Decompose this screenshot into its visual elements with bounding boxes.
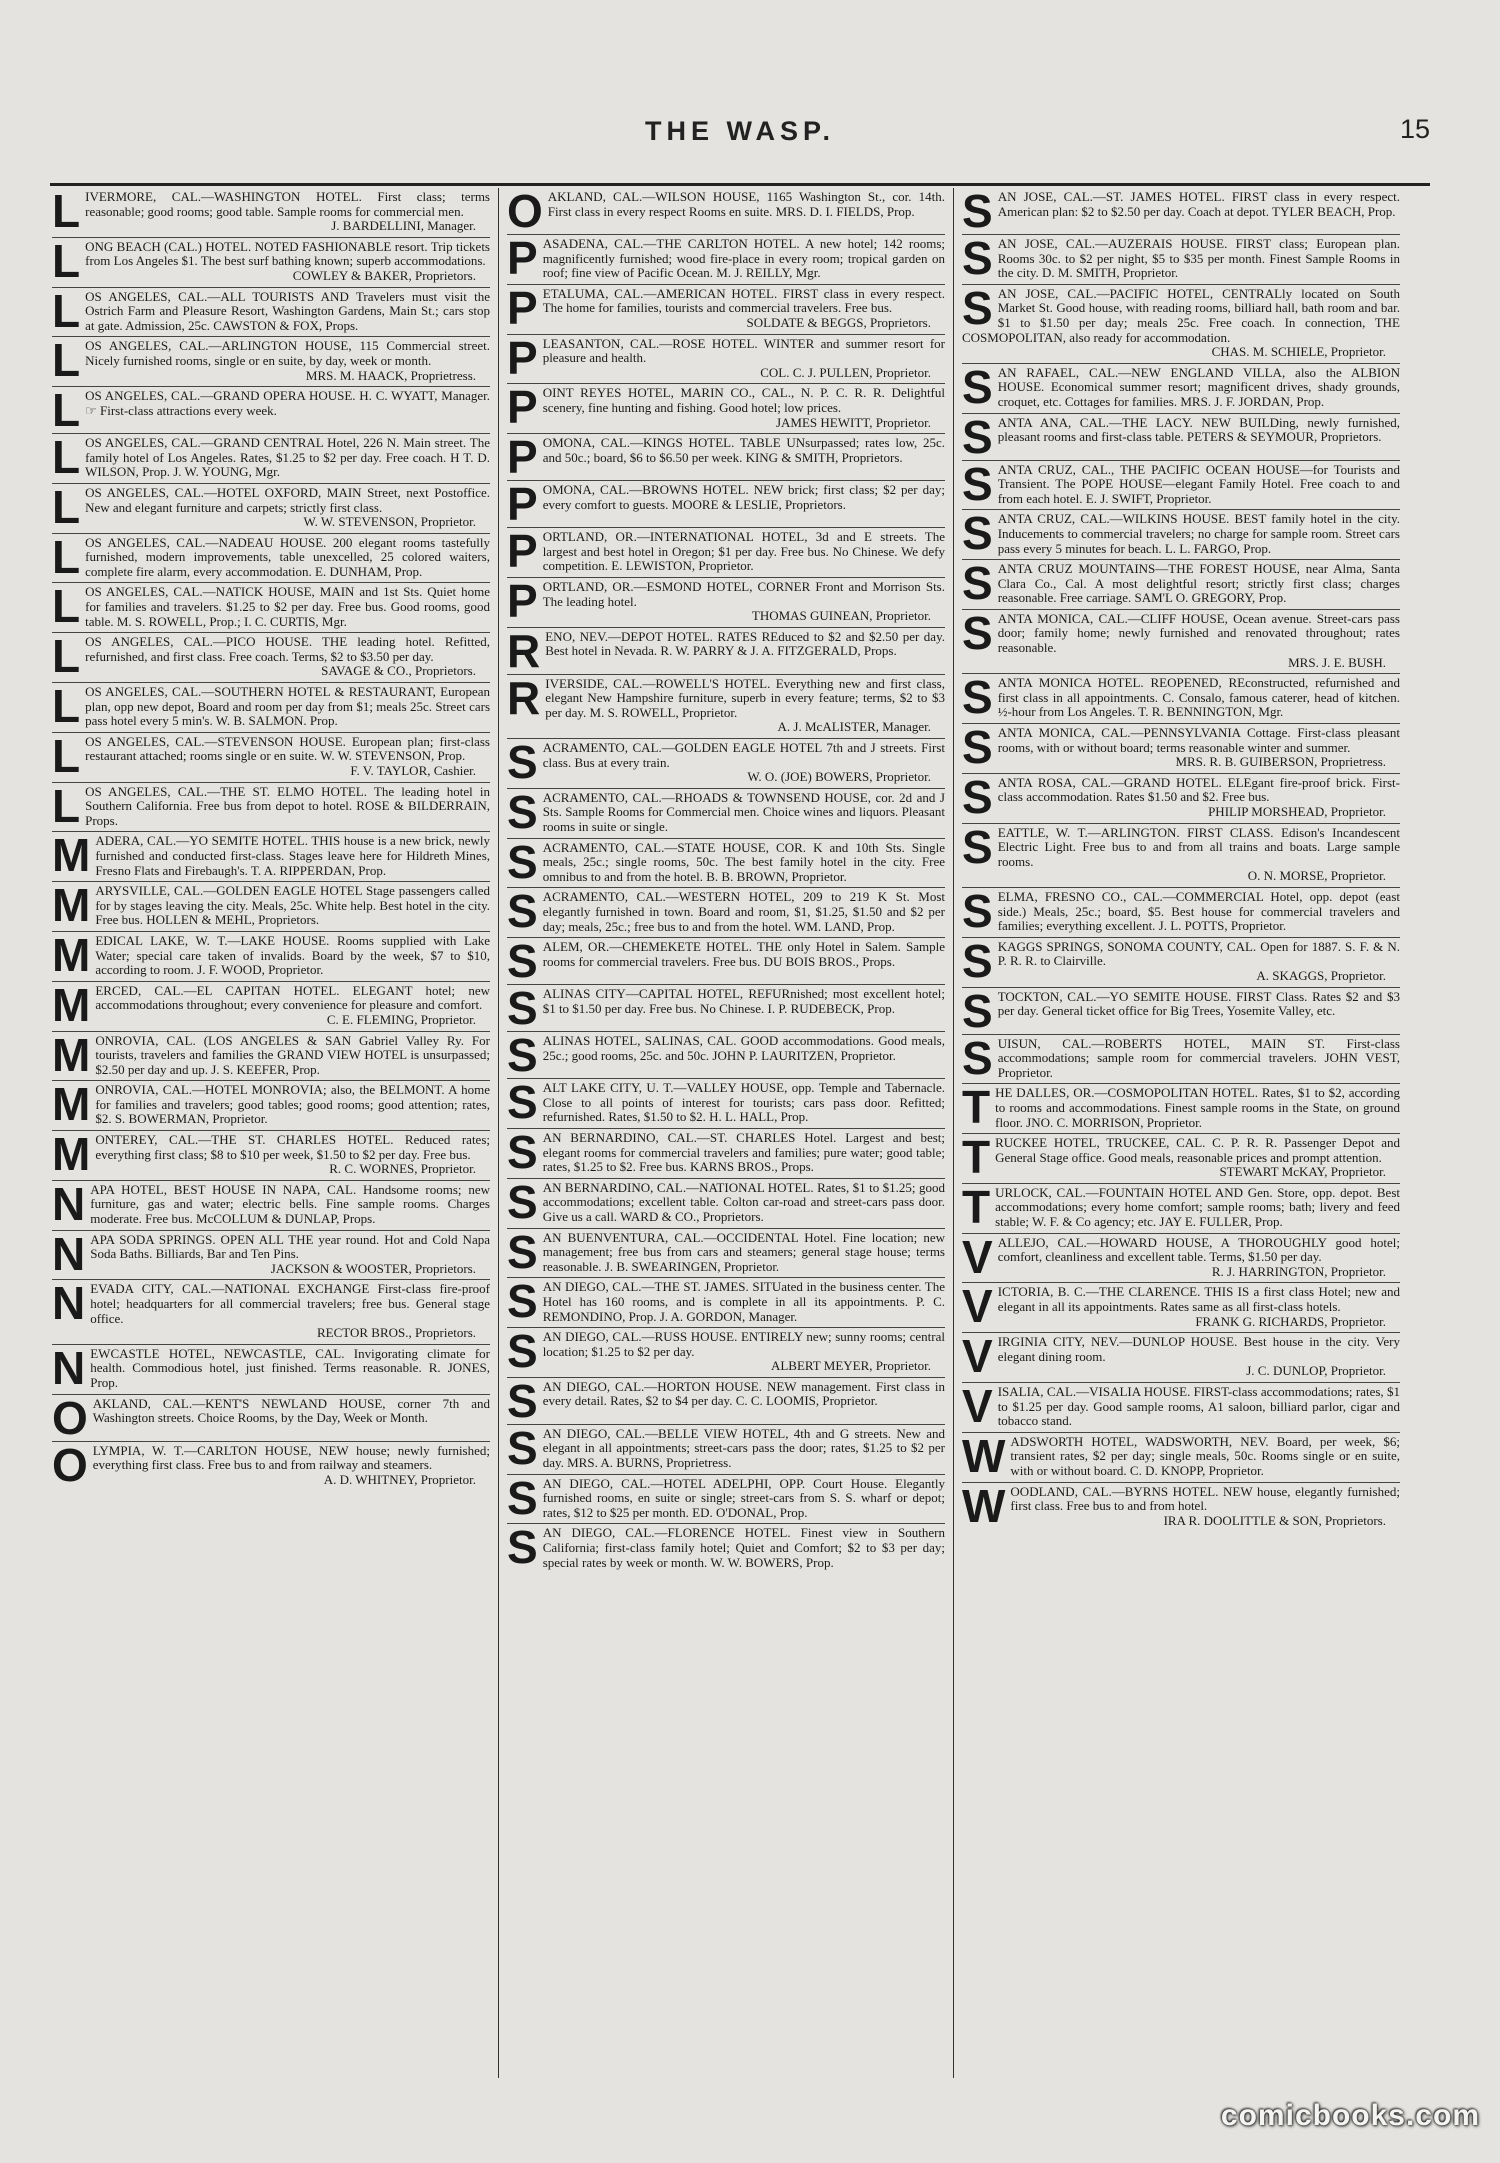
drop-cap: S	[507, 1178, 538, 1228]
ad-proprietor: MRS. R. B. GUIBERSON, Proprietress.	[1175, 754, 1386, 770]
drop-cap: V	[962, 1233, 993, 1283]
ad-proprietor: SOLDATE & BEGGS, Proprietors.	[746, 314, 931, 330]
drop-cap: O	[507, 188, 543, 235]
ad-text: ANTA CRUZ MOUNTAINS—THE FOREST HOUSE, near Alma, Santa Clara Co., Cal. A most delightful resort; strictly first class; charges reasonable. Free carriage. SAM'L O. GREGORY, Prop.	[997, 561, 1400, 606]
drop-cap: L	[52, 287, 81, 337]
drop-cap: M	[52, 882, 91, 932]
ad-text: OS ANGELES, CAL.—NATICK HOUSE, MAIN and 1st Sts. Quiet home for families and travelers. $1.25 to $2 per day. Free bus. Good rooms, good table. M. S. ROWELL, Prop.; I. C. CURTIS, Mgr.	[85, 584, 490, 629]
ad-text: ALT LAKE CITY, U. T.—VALLEY HOUSE, opp. Temple and Tabernacle. Close to all points of interest for tourists; cars pass door. Refitted; refurnished. Rates, $1.50 to $2. H. L. HALL, Prop.	[542, 1080, 945, 1125]
hotel-ad	[52, 337, 490, 387]
hotel-ad	[507, 384, 945, 434]
page-header	[50, 112, 1430, 160]
hotel-ad	[507, 985, 945, 1032]
hotel-ad	[52, 1280, 490, 1344]
hotel-ad	[962, 364, 1400, 414]
ad-proprietor: RECTOR BROS., Proprietors.	[316, 1325, 476, 1341]
hotel-ad	[962, 414, 1400, 461]
hotel-ad	[52, 1231, 490, 1281]
drop-cap: S	[962, 724, 993, 774]
hotel-ad	[52, 1032, 490, 1082]
drop-cap: S	[507, 1278, 538, 1328]
hotel-ad	[962, 461, 1400, 511]
hotel-ad	[52, 932, 490, 982]
hotel-ad	[52, 832, 490, 882]
ad-text: APA SODA SPRINGS. OPEN ALL THE year round. Hot and Cold Napa Soda Baths. Billiards, Bar and Ten Pins.	[90, 1231, 490, 1262]
ad-proprietor: FRANK G. RICHARDS, Proprietor.	[1195, 1313, 1386, 1329]
ad-text: ETALUMA, CAL.—AMERICAN HOTEL. FIRST class in every respect. The home for families, tourists and commercial travelers. Free bus.	[542, 285, 945, 316]
drop-cap: S	[507, 1377, 538, 1425]
ad-text: ANTA CRUZ, CAL.—WILKINS HOUSE. BEST family hotel in the city. Inducements to commercial travelers; no charge for sample room. Street cars pass every 5 minutes for beach. L. L. FARGO, Prop.	[997, 511, 1400, 556]
drop-cap: S	[962, 284, 993, 334]
ad-text: AN DIEGO, CAL.—HORTON HOUSE. NEW management. First class in every detail. Rates, $2 to $4 per day. C. C. LOOMIS, Proprietor.	[542, 1378, 945, 1409]
ad-text: AN DIEGO, CAL.—FLORENCE HOTEL. Finest view in Southern California; first-class family hotel; Quiet and Comfort; $2 to $3 per day; special rates by week or month. W. W. BOWERS, Prop.	[542, 1525, 945, 1570]
ad-text: AN JOSE, CAL.—PACIFIC HOTEL, CENTRALly located on South Market St. Good house, with reading rooms, billiard hall, bath room and bar. $1 to $1.50 per day; meals 25c. Free coach. In connection, THE COSMOPOLITAN, also ready for accommodation.	[962, 285, 1400, 345]
ad-text: OS ANGELES, CAL.—PICO HOUSE. THE leading hotel. Refitted, refurnished, and first class. Free coach. Terms, $2 to $3.50 per day.	[85, 634, 490, 664]
ad-proprietor: A. J. McALISTER, Manager.	[777, 719, 931, 735]
ad-text: OODLAND, CAL.—BYRNS HOTEL. NEW house, elegantly furnished; first class. Free bus to and from hotel.	[1010, 1483, 1400, 1514]
ad-text: ISALIA, CAL.—VISALIA HOUSE. FIRST-class accommodations; rates, $1 to $1.25 per day. Good sample rooms, A1 saloon, billiard parlor, cigar and tobacco stand.	[997, 1384, 1400, 1429]
drop-cap: P	[507, 577, 538, 627]
drop-cap: M	[52, 1081, 91, 1131]
drop-cap: S	[962, 674, 993, 724]
ad-text: AN BUENVENTURA, CAL.—OCCIDENTAL Hotel. Fine location; new management; free bus from cars and steamers; general stage house; terms reasonable. J. B. SWEARINGEN, Proprietor.	[542, 1229, 945, 1274]
ad-text: OS ANGELES, CAL.—GRAND CENTRAL Hotel, 226 N. Main street. The family hotel of Los Angeles. Rates, $1.25 to $2 per day. Free coach. H T. D. WILSON, Prop. J. W. YOUNG, Mgr.	[85, 435, 490, 480]
hotel-ad	[52, 288, 490, 338]
hotel-ad	[962, 988, 1400, 1035]
ad-text: AN BERNARDINO, CAL.—NATIONAL HOTEL. Rates, $1 to $1.25; good accommodations; excellent table. Colton car-road and street-cars pass door. Give us a call. WARD & CO., Proprietors.	[542, 1179, 945, 1224]
ad-proprietor: C. E. FLEMING, Proprietor.	[326, 1011, 476, 1027]
ad-text: ANTA ROSA, CAL.—GRAND HOTEL. ELEgant fire-proof brick. First-class accommodation. Rates $1.50 and $2. Free bus.	[997, 774, 1400, 805]
drop-cap: S	[962, 887, 993, 937]
ad-text: ACRAMENTO, CAL.—RHOADS & TOWNSEND HOUSE, cor. 2d and J Sts. Sample Rooms for Commercial men. Choice wines and liquors. Pleasant rooms in suite or single.	[542, 789, 945, 835]
watermark	[1180, 2099, 1480, 2145]
ad-text: TOCKTON, CAL.—YO SEMITE HOUSE. FIRST Class. Rates $2 and $3 per day. General ticket office for Big Trees, Yosemite Valley, etc.	[997, 988, 1400, 1019]
hotel-ad	[52, 188, 490, 238]
drop-cap: S	[962, 560, 993, 610]
ad-text: OS ANGELES, CAL.—HOTEL OXFORD, MAIN Street, next Postoffice. New and elegant furniture and carpets; strictly first class.	[85, 484, 490, 515]
ad-text: ANTA MONICA, CAL.—PENNSYLVANIA Cottage. First-class pleasant rooms, with or without board; terms reasonable winter and summer.	[997, 725, 1400, 755]
ad-text: OS ANGELES, CAL.—ALL TOURISTS AND Travelers must visit the Ostrich Farm and Pleasure Resort, Washington Gardens, Main St.; cars stop at gate. Admission, 25c. CAWSTON & FOX, Props.	[85, 288, 490, 333]
drop-cap: S	[962, 937, 993, 987]
drop-cap: M	[52, 1131, 91, 1181]
drop-cap: P	[507, 334, 538, 384]
hotel-ad	[52, 982, 490, 1032]
hotel-ad	[962, 1483, 1400, 1532]
ad-proprietor: A. D. WHITNEY, Proprietor.	[323, 1471, 476, 1487]
ad-text: LEASANTON, CAL.—ROSE HOTEL. WINTER and summer resort for pleasure and health.	[542, 335, 945, 366]
ad-text: EWCASTLE HOTEL, NEWCASTLE, CAL. Invigorating climate for health. Commodious hotel, just finished. Terms reasonable. R. JONES, Prop.	[90, 1345, 490, 1390]
drop-cap: L	[52, 434, 81, 484]
ad-text: IVERSIDE, CAL.—ROWELL'S HOTEL. Everything new and first class, elegant New Hampshire furniture, superb in every feature; terms, $2 to $3 per day. M. S. ROWELL, Proprietor.	[545, 675, 945, 720]
drop-cap: S	[962, 987, 993, 1035]
ad-text: ONG BEACH (CAL.) HOTEL. NOTED FASHIONABLE resort. Trip tickets from Los Angeles $1. The best surf bathing known; superb accommodations.	[85, 238, 490, 269]
ad-proprietor: THOMAS GUINEAN, Proprietor.	[751, 608, 931, 624]
hotel-ad	[52, 387, 490, 434]
hotel-ad	[962, 610, 1400, 674]
ad-text: ONROVIA, CAL.—HOTEL MONROVIA; also, the BELMONT. A home for families and travelers; good tables; good rooms; good attention; rates, $2. S. BOWERMAN, Proprietor.	[95, 1082, 490, 1127]
ad-proprietor: J. C. DUNLOP, Proprietor.	[1246, 1363, 1386, 1379]
ad-text: ANTA MONICA HOTEL. REOPENED, REconstructed, refurnished and first class in all appointments. C. Consalo, famous caterer, head of kitchen. ½-hour from Los Angeles. T. R. BENNINGTON, Mgr.	[997, 675, 1400, 720]
page-title: THE WASP.	[644, 116, 836, 146]
hotel-ad	[962, 1035, 1400, 1085]
hotel-ad	[962, 1283, 1400, 1333]
ad-text: AN DIEGO, CAL.—RUSS HOUSE. ENTIRELY new; sunny rooms; central location; $1.25 to $2 per day.	[542, 1329, 945, 1359]
ad-text: ACRAMENTO, CAL.—WESTERN HOTEL, 209 to 219 K St. Most elegantly furnished in town. Board and room, $1, $1.25, $1.50 and $2 per day; meals, 25c.; free bus to and from the hotel. WM. LAND, Prop.	[542, 889, 945, 934]
drop-cap: S	[507, 739, 538, 789]
hotel-ad	[962, 1333, 1400, 1383]
drop-cap: L	[52, 583, 81, 633]
hotel-ad	[507, 1524, 945, 1573]
drop-cap: R	[507, 674, 541, 724]
drop-cap: S	[962, 1034, 993, 1084]
hotel-ad	[962, 938, 1400, 988]
drop-cap: S	[507, 1328, 538, 1378]
ad-text: ENO, NEV.—DEPOT HOTEL. RATES REduced to $2 and $2.50 per day. Best hotel in Nevada. R. W. PARRY & J. A. FITZGERALD, Props.	[545, 628, 945, 659]
hotel-ad	[507, 1229, 945, 1279]
ad-text: LYMPIA, W. T.—CARLTON HOUSE, NEW house; newly furnished; everything first class. Free bus to and from railway and steamers.	[92, 1442, 490, 1473]
hotel-ad	[962, 888, 1400, 938]
hotel-ad	[507, 1328, 945, 1378]
ad-proprietor: O. N. MORSE, Proprietor.	[1247, 868, 1386, 884]
hotel-ad	[52, 583, 490, 633]
ad-text: AN DIEGO, CAL.—HOTEL ADELPHI, OPP. Court House. Elegantly furnished rooms, en suite or single; street-cars from S. S. wharf or depot; rates, $12 to $25 per month. ED. O'DONAL, Prop.	[542, 1475, 945, 1520]
ad-text: ANTA MONICA, CAL.—CLIFF HOUSE, Ocean avenue. Street-cars pass door; family home; newly furnished and renovated throughout; rates reasonable.	[997, 610, 1400, 656]
hotel-ad	[52, 1081, 490, 1131]
hotel-ad	[507, 481, 945, 528]
ad-proprietor: MRS. J. E. BUSH.	[1288, 654, 1386, 670]
ad-proprietor: CHAS. M. SCHIELE, Proprietor.	[1211, 344, 1386, 360]
hotel-ad	[52, 1131, 490, 1181]
ad-proprietor: W. O. (JOE) BOWERS, Proprietor.	[747, 769, 931, 785]
ad-text: UISUN, CAL.—ROBERTS HOTEL, MAIN ST. First-class accommodations; sample room for commercial travelers. JOHN VEST, Proprietor.	[997, 1035, 1400, 1080]
ad-text: ADSWORTH HOTEL, WADSWORTH, NEV. Board, per week, $6; transient rates, $2 per day; single meals, 50c. Rooms single or en suite, with or without board. C. D. KNOPP, Proprietor.	[1010, 1433, 1400, 1478]
ad-text: ALINAS HOTEL, SALINAS, CAL. GOOD accommodations. Good meals, 25c.; good rooms, 25c. and 50c. JOHN P. LAURITZEN, Proprietor.	[542, 1033, 945, 1063]
ad-text: OMONA, CAL.—BROWNS HOTEL. NEW brick; first class; $2 per day; every comfort to guests. MOORE & LESLIE, Proprietors.	[542, 482, 945, 512]
hotel-ad	[52, 434, 490, 484]
ad-text: OINT REYES HOTEL, MARIN CO., CAL., N. P. C. R. R. Delightful scenery, fine hunting and fishing. Good hotel; low prices.	[542, 385, 945, 415]
hotel-ad	[962, 1084, 1400, 1134]
hotel-ad	[962, 188, 1400, 235]
hotel-ad	[507, 938, 945, 985]
drop-cap: L	[52, 188, 81, 237]
drop-cap: S	[962, 460, 993, 510]
ad-proprietor: STEWART McKAY, Proprietor.	[1219, 1164, 1386, 1180]
hotel-ad	[52, 783, 490, 833]
drop-cap: S	[962, 363, 993, 413]
hotel-ad	[507, 188, 945, 235]
ad-text: OS ANGELES, CAL.—GRAND OPERA HOUSE. H. C. WYATT, Manager. ☞ First-class attractions every week.	[85, 388, 490, 418]
drop-cap: T	[962, 1183, 991, 1233]
hotel-ad	[507, 434, 945, 481]
ad-text: AN BERNARDINO, CAL.—ST. CHARLES Hotel. Largest and best; elegant rooms for commercial travelers and families; pure water; good table; rates, $1.25 to $2. Free bus. KARNS BROS., Props.	[542, 1129, 945, 1175]
ad-proprietor: PHILIP MORSHEAD, Proprietor.	[1208, 804, 1386, 819]
ad-text: ALINAS CITY—CAPITAL HOTEL, REFURnished; most excellent hotel; $1 to $1.50 per day. Free bus. No Chinese. I. P. RUDEBECK, Prop.	[542, 986, 945, 1016]
ad-proprietor: JACKSON & WOOSTER, Proprietors.	[270, 1260, 476, 1276]
header-rule	[50, 183, 1430, 186]
hotel-ad	[507, 739, 945, 789]
column-2	[498, 188, 953, 2078]
hotel-ad	[52, 1442, 490, 1491]
drop-cap: T	[962, 1134, 991, 1184]
drop-cap: L	[52, 237, 81, 287]
ad-proprietor: R. C. WORNES, Proprietor.	[329, 1161, 476, 1177]
ad-text: AN JOSE, CAL.—ST. JAMES HOTEL. FIRST class in every respect. American plan: $2 to $2.50 per day. Coach at depot. TYLER BEACH, Prop.	[997, 189, 1400, 219]
drop-cap: P	[507, 384, 538, 434]
drop-cap: S	[962, 773, 993, 823]
ad-text: ONTEREY, CAL.—THE ST. CHARLES HOTEL. Reduced rates; everything first class; $8 to $10 per week, $1.50 to $2 per day. Free bus.	[95, 1132, 490, 1162]
ad-text: ICTORIA, B. C.—THE CLARENCE. THIS IS a first class Hotel; new and elegant in all its appointments. Rates same as all first-class hotels.	[997, 1284, 1400, 1315]
hotel-ad	[507, 1425, 945, 1475]
drop-cap: S	[507, 1032, 538, 1080]
drop-cap: T	[962, 1084, 991, 1134]
ad-proprietor: IRA R. DOOLITTLE & SON, Proprietors.	[1163, 1512, 1386, 1528]
ad-text: EATTLE, W. T.—ARLINGTON. FIRST CLASS. Edison's Incandescent Electric Light. Free bus to and from all trains and boats. Large sample rooms.	[997, 824, 1400, 869]
ad-proprietor: R. J. HARRINGTON, Proprietor.	[1211, 1263, 1386, 1279]
drop-cap: O	[52, 1394, 88, 1442]
hotel-ad	[507, 1129, 945, 1179]
ad-text: ASADENA, CAL.—THE CARLTON HOTEL. A new hotel; 142 rooms; magnificently furnished; wood fire-place in every room; tropical garden on roof; fine view of Pacific Ocean. M. J. REILLY, Mgr.	[542, 236, 945, 281]
hotel-ad	[962, 560, 1400, 610]
drop-cap: P	[507, 434, 538, 482]
drop-cap: S	[962, 823, 993, 873]
ad-text: AN JOSE, CAL.—AUZERAIS HOUSE. FIRST class; European plan. Rooms 30c. to $2 per night, $5 to $35 per month. Finest Sample Rooms in the city. D. M. SMITH, Proprietor.	[997, 236, 1400, 281]
drop-cap: N	[52, 1280, 86, 1330]
ad-text: AN DIEGO, CAL.—BELLE VIEW HOTEL, 4th and G streets. New and elegant in all appointments; street-cars pass the door; rates, $1.25 to $2 per day. MRS. A. BURNS, Proprietress.	[542, 1425, 945, 1471]
ad-text: APA HOTEL, BEST HOUSE IN NAPA, CAL. Handsome rooms; new furniture, gas and water; electric bells. Fine sample rooms. Charges moderate. Free bus. McCOLLUM & DUNLAP, Props.	[90, 1181, 490, 1227]
ad-proprietor: F. V. TAYLOR, Cashier.	[350, 763, 476, 778]
drop-cap: S	[507, 838, 538, 888]
hotel-ad	[507, 1475, 945, 1525]
drop-cap: V	[962, 1383, 993, 1432]
drop-cap: L	[52, 732, 81, 782]
drop-cap: W	[962, 1432, 1006, 1482]
ad-text: HE DALLES, OR.—COSMOPOLITAN HOTEL. Rates, $1 to $2, according to rooms and accommodations. Finest sample rooms in the State, on ground floor. JNO. C. MORRISON, Proprietor.	[995, 1085, 1400, 1130]
ad-text: ADERA, CAL.—YO SEMITE HOTEL. THIS house is a new brick, newly furnished and conducted first-class. Stages leave here for Hildreth Mines, Fresno Flats and Firebaugh's. T. A. RIPPERDAN, Prop.	[95, 833, 490, 878]
hotel-ad	[52, 1345, 490, 1395]
hotel-ad	[507, 335, 945, 385]
ad-text: IRGINIA CITY, NEV.—DUNLOP HOUSE. Best house in the city. Very elegant dining room.	[997, 1334, 1400, 1364]
drop-cap: S	[962, 510, 993, 560]
hotel-ad	[962, 674, 1400, 724]
hotel-ad	[507, 839, 945, 889]
hotel-ad	[52, 683, 490, 733]
hotel-ad	[962, 774, 1400, 824]
drop-cap: M	[52, 832, 91, 882]
ad-text: ONROVIA, CAL. (LOS ANGELES & SAN Gabriel Valley Ry. For tourists, travelers and families the GRAND VIEW HOTEL is unsurpassed; $2.50 per day and up. J. S. KEEFER, Prop.	[95, 1032, 490, 1077]
hotel-ad	[507, 1179, 945, 1229]
drop-cap: S	[507, 788, 538, 838]
ad-text: OS ANGELES, CAL.—SOUTHERN HOTEL & RESTAURANT, European plan, opp new depot, Board and room per day from $1; meals 25c. Street cars pass hotel every 5 min's. W. B. SALMON. Prop.	[85, 684, 490, 729]
drop-cap: L	[52, 683, 81, 733]
hotel-ad	[507, 789, 945, 839]
hotel-ad	[962, 1234, 1400, 1284]
ad-text: ELMA, FRESNO CO., CAL.—COMMERCIAL Hotel, opp. depot (east side.) Meals, 25c.; board, $5. Best house for commercial travelers and families; everything excellent. J. L. POTTS, Proprietor.	[997, 888, 1400, 934]
drop-cap: N	[52, 1230, 86, 1280]
hotel-ad	[52, 534, 490, 584]
drop-cap: S	[507, 1524, 538, 1574]
hotel-ad	[507, 285, 945, 335]
drop-cap: S	[962, 188, 993, 235]
ad-text: ARYSVILLE, CAL.—GOLDEN EAGLE HOTEL Stage passengers called for by stages leaving the city. Meals, 25c. White help. Best hotel in the city. Free bus. HOLLEN & MEHL, Proprietors.	[95, 883, 490, 928]
hotel-ad	[507, 1032, 945, 1079]
drop-cap: W	[962, 1482, 1006, 1532]
hotel-ad	[962, 1134, 1400, 1184]
ad-text: ALLEJO, CAL.—HOWARD HOUSE, A THOROUGHLY good hotel; comfort, cleanliness and excellent table. Terms, $1.50 per day.	[997, 1234, 1400, 1265]
drop-cap: S	[507, 1228, 538, 1278]
drop-cap: L	[52, 483, 81, 533]
drop-cap: S	[507, 1424, 538, 1474]
ad-text: ACRAMENTO, CAL.—STATE HOUSE, COR. K and 10th Sts. Single meals, 25c.; single rooms, 50c. The best family hotel in the city. Free omnibus to and from the hotel. B. B. BROWN, Proprietor.	[542, 839, 945, 884]
hotel-ad	[52, 484, 490, 534]
drop-cap: S	[507, 985, 538, 1033]
ad-proprietor: ALBERT MEYER, Proprietor.	[770, 1358, 931, 1374]
watermark-text: comicbooks.com	[1220, 2099, 1480, 2132]
drop-cap: N	[52, 1344, 86, 1394]
drop-cap: S	[507, 1128, 538, 1178]
drop-cap: S	[507, 888, 538, 938]
ad-text: ANTA CRUZ, CAL., THE PACIFIC OCEAN HOUSE—for Tourists and Transient. The POPE HOUSE—elegant Family Hotel. Free coach to and from each hotel. E. J. SWIFT, Proprietor.	[997, 461, 1400, 506]
drop-cap: S	[962, 235, 993, 284]
hotel-ad	[962, 1433, 1400, 1483]
ad-proprietor: COL. C. J. PULLEN, Proprietor.	[760, 364, 931, 380]
ad-proprietor: J. BARDELLINI, Manager.	[331, 218, 476, 234]
hotel-ad	[507, 675, 945, 739]
hotel-ad	[962, 1184, 1400, 1234]
ad-text: ACRAMENTO, CAL.—GOLDEN EAGLE HOTEL 7th and J streets. First class. Bus at every train.	[542, 740, 945, 770]
ad-text: KAGGS SPRINGS, SONOMA COUNTY, CAL. Open for 1887. S. F. & N. P. R. R. to Clairville.	[997, 938, 1400, 969]
drop-cap: L	[52, 387, 81, 435]
drop-cap: V	[962, 1333, 993, 1383]
hotel-ad	[962, 285, 1400, 364]
drop-cap: S	[507, 1079, 538, 1129]
column-3	[953, 188, 1408, 2078]
drop-cap: V	[962, 1283, 993, 1333]
ad-text: OS ANGELES, CAL.—STEVENSON HOUSE. European plan; first-class restaurant attached; rooms single or en suite. W. W. STEVENSON, Prop.	[85, 733, 490, 764]
hotel-ad	[507, 528, 945, 578]
drop-cap: S	[507, 1474, 538, 1524]
ad-proprietor: SAVAGE & CO., Proprietors.	[321, 663, 476, 679]
drop-cap: L	[52, 633, 81, 683]
ad-proprietor: MRS. M. HAACK, Proprietress.	[305, 367, 476, 383]
ad-proprietor: JAMES HEWITT, Proprietor.	[775, 414, 931, 430]
hotel-ad	[52, 1181, 490, 1231]
hotel-ad	[507, 1378, 945, 1425]
drop-cap: P	[507, 235, 538, 284]
ad-text: URLOCK, CAL.—FOUNTAIN HOTEL AND Gen. Store, opp. depot. Best accommodations; every home comfort; sample rooms; bath; livery and feed stable; W. F. & Co agency; etc. JAY E. FULLER, Prop.	[995, 1184, 1400, 1230]
drop-cap: S	[507, 938, 538, 986]
drop-cap: M	[52, 931, 91, 981]
ad-text: AN DIEGO, CAL.—THE ST. JAMES. SITUated in the business center. The Hotel has 160 rooms, and is complete in all its appointments. P. C. REMONDINO, Prop. J. A. GORDON, Manager.	[542, 1279, 945, 1324]
drop-cap: P	[507, 528, 538, 578]
hotel-ad	[507, 628, 945, 675]
hotel-ad	[962, 510, 1400, 560]
ad-proprietor: W. W. STEVENSON, Proprietor.	[303, 514, 476, 530]
drop-cap: M	[52, 1031, 91, 1081]
ad-text: RUCKEE HOTEL, TRUCKEE, CAL. C. P. R. R. Passenger Depot and General Stage office. Good meals, reasonable prices and prompt attention.	[995, 1135, 1400, 1165]
ad-text: OS ANGELES, CAL.—THE ST. ELMO HOTEL. The leading hotel in Southern California. Free bus from depot to hotel. ROSE & BILDERRAIN, Props.	[85, 783, 490, 828]
ad-text: ORTLAND, OR.—ESMOND HOTEL, CORNER Front and Morrison Sts. The leading hotel.	[542, 578, 945, 609]
columns	[50, 188, 1408, 2078]
ad-text: ERCED, CAL.—EL CAPITAN HOTEL. ELEGANT hotel; new accommodations throughout; every convenience for pleasure and comfort.	[95, 982, 490, 1013]
hotel-ad	[52, 1395, 490, 1442]
ad-text: AN RAFAEL, CAL.—NEW ENGLAND VILLA, also the ALBION HOUSE. Economical summer resort; magnificent drives, shady grounds, croquet, etc. Cottages for families. MRS. J. F. JORDAN, Prop.	[997, 364, 1400, 409]
ad-text: IVERMORE, CAL.—WASHINGTON HOTEL. First class; terms reasonable; good rooms; good table. Sample rooms for commercial men.	[85, 189, 490, 219]
hotel-ad	[962, 724, 1400, 774]
ad-text: AKLAND, CAL.—WILSON HOUSE, 1165 Washington St., cor. 14th. First class in every respect Rooms en suite. MRS. D. I. FIELDS, Prop.	[547, 189, 945, 219]
ad-text: AKLAND, CAL.—KENT'S NEWLAND HOUSE, corner 7th and Washington streets. Choice Rooms, by the Day, Week or Month.	[92, 1395, 490, 1426]
column-1	[50, 188, 498, 2078]
ad-text: OS ANGELES, CAL.—NADEAU HOUSE. 200 elegant rooms tastefully furnished, modern improvements, table unexcelled, 25 colored waiters, complete fire alarm, every accommodation. E. DUNHAM, Prop.	[85, 534, 490, 579]
hotel-ad	[507, 235, 945, 285]
hotel-ad	[507, 1278, 945, 1328]
ad-text: OMONA, CAL.—KINGS HOTEL. TABLE UNsurpassed; rates low, 25c. and 50c.; board, $6 to $6.50 per week. KING & SMITH, Proprietors.	[542, 435, 945, 465]
hotel-ad	[52, 238, 490, 288]
hotel-ad	[507, 1079, 945, 1129]
ad-proprietor: COWLEY & BAKER, Proprietors.	[292, 267, 476, 283]
ad-text: OS ANGELES, CAL.—ARLINGTON HOUSE, 115 Commercial street. Nicely furnished rooms, single or en suite, by day, week or month.	[85, 338, 490, 368]
hotel-ad	[52, 882, 490, 932]
page-number: 15	[1399, 114, 1430, 144]
drop-cap: S	[962, 413, 993, 461]
drop-cap: P	[507, 481, 538, 529]
hotel-ad	[962, 235, 1400, 285]
hotel-ad	[52, 633, 490, 683]
ad-text: EVADA CITY, CAL.—NATIONAL EXCHANGE First-class fire-proof hotel; headquarters for all commercial travelers; free bus. General stage office.	[90, 1281, 490, 1326]
hotel-ad	[52, 733, 490, 783]
drop-cap: O	[52, 1441, 88, 1491]
ad-text: ALEM, OR.—CHEMEKETE HOTEL. THE only Hotel in Salem. Sample rooms for commercial travelers. Free bus. DU BOIS BROS., Props.	[542, 939, 945, 969]
drop-cap: P	[507, 284, 538, 334]
drop-cap: R	[507, 627, 541, 675]
ad-text: ORTLAND, OR.—INTERNATIONAL HOTEL, 3d and E streets. The largest and best hotel in Oregon; $1 per day. Free bus. No Chinese. We defy competition. E. LEWISTON, Proprietor.	[542, 529, 945, 574]
drop-cap: L	[52, 337, 81, 387]
drop-cap: N	[52, 1180, 86, 1230]
drop-cap: S	[962, 609, 993, 659]
ad-text: EDICAL LAKE, W. T.—LAKE HOUSE. Rooms supplied with Lake Water; special care taken of invalids. Board by the week, $7 to $10, according to room. J. F. WOOD, Proprietor.	[95, 932, 490, 978]
drop-cap: M	[52, 981, 91, 1031]
hotel-ad	[962, 1383, 1400, 1433]
hotel-ad	[507, 578, 945, 628]
drop-cap: L	[52, 782, 81, 832]
ad-text: ANTA ANA, CAL.—THE LACY. NEW BUILDing, newly furnished, pleasant rooms and first-class table. PETERS & SEYMOUR, Proprietors.	[997, 414, 1400, 445]
ad-proprietor: A. SKAGGS, Proprietor.	[1256, 967, 1386, 983]
hotel-ad	[507, 888, 945, 938]
hotel-ad	[962, 824, 1400, 888]
drop-cap: L	[52, 533, 81, 583]
